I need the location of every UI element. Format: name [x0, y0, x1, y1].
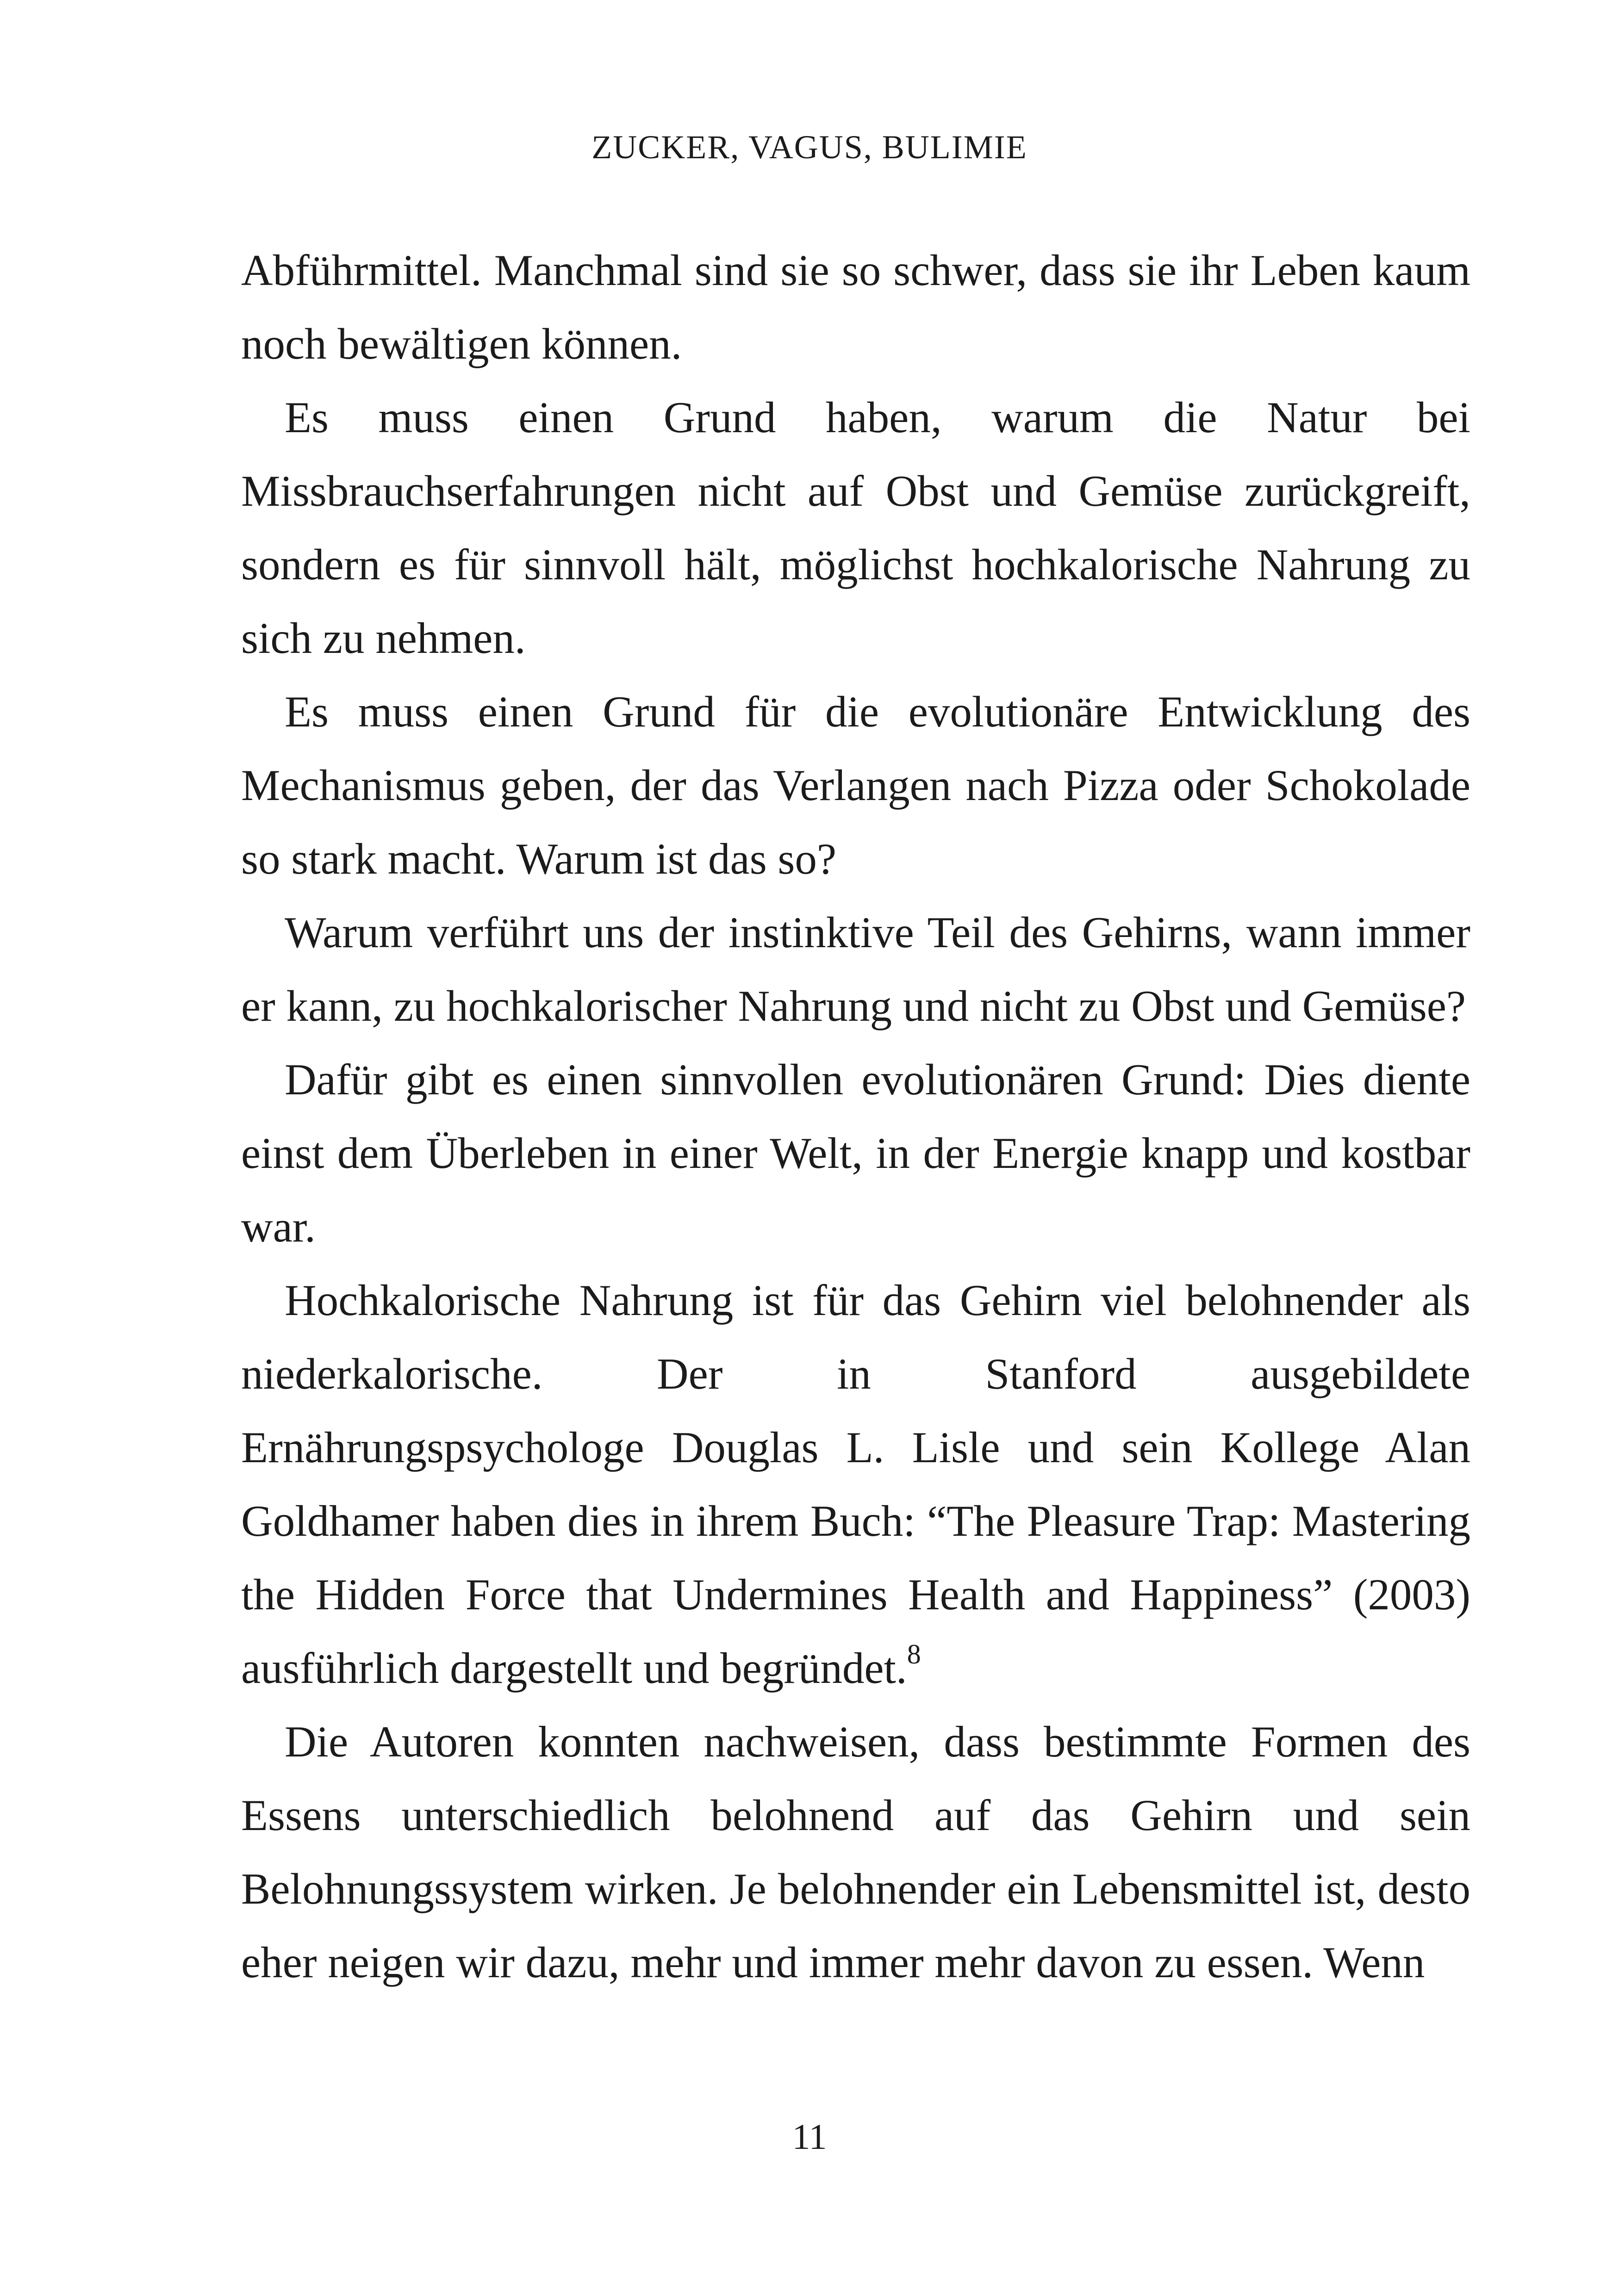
footnote-marker: 8: [907, 1639, 921, 1669]
paragraph-with-footnote: [241, 1264, 1470, 1705]
paragraph: Es muss einen Grund haben, warum die Natur bei Missbrauchserfahrungen nicht auf Obst und Gemüse zurückgreift, sondern es für sinnvoll hält, möglichst hochkalorische Nahrung zu sich zu nehmen.: [241, 393, 1470, 663]
paragraph: Warum verführt uns der instinktive Teil des Gehirns, wann immer er kann, zu hochkalorischer Nahrung und nicht zu Obst und Gemüse?: [241, 908, 1470, 1030]
page-number: 11: [792, 2116, 827, 2157]
paragraph: Es muss einen Grund für die evolutionäre Entwicklung des Mechanismus geben, der das Verlangen nach Pizza oder Schokolade so stark macht. Warum ist das so?: [241, 687, 1470, 883]
paragraph-text: Hochkalorische Nahrung ist für das Gehirn viel belohnender als niederkalorische. Der in Stanford ausgebildete Ernährungspsychologe Douglas L. Lisle und sein Kollege Alan Goldhamer haben dies in ihrem Buch: “The Pleasure Trap: Mastering the Hidden Force that Undermines Health and Happiness” (2003) ausführlich dargestellt und begründet.: [241, 1276, 1470, 1693]
paragraph: Die Autoren konnten nachweisen, dass bestimmte Formen des Essens unterschiedlich belohnend auf das Gehirn und sein Belohnungssystem wirken. Je belohnender ein Lebensmittel ist, desto eher neigen wir dazu, mehr und immer mehr davon zu essen. Wenn: [241, 1717, 1470, 1987]
paragraph: Abführmittel. Manchmal sind sie so schwer, dass sie ihr Leben kaum noch bewältigen können.: [241, 246, 1470, 368]
running-head: ZUCKER, VAGUS, BULIMIE: [592, 129, 1027, 166]
body-text: [241, 234, 1470, 1999]
paragraph: Dafür gibt es einen sinnvollen evolutionären Grund: Dies diente einst dem Überleben in einer Welt, in der Energie knapp und kostbar war.: [241, 1055, 1470, 1251]
